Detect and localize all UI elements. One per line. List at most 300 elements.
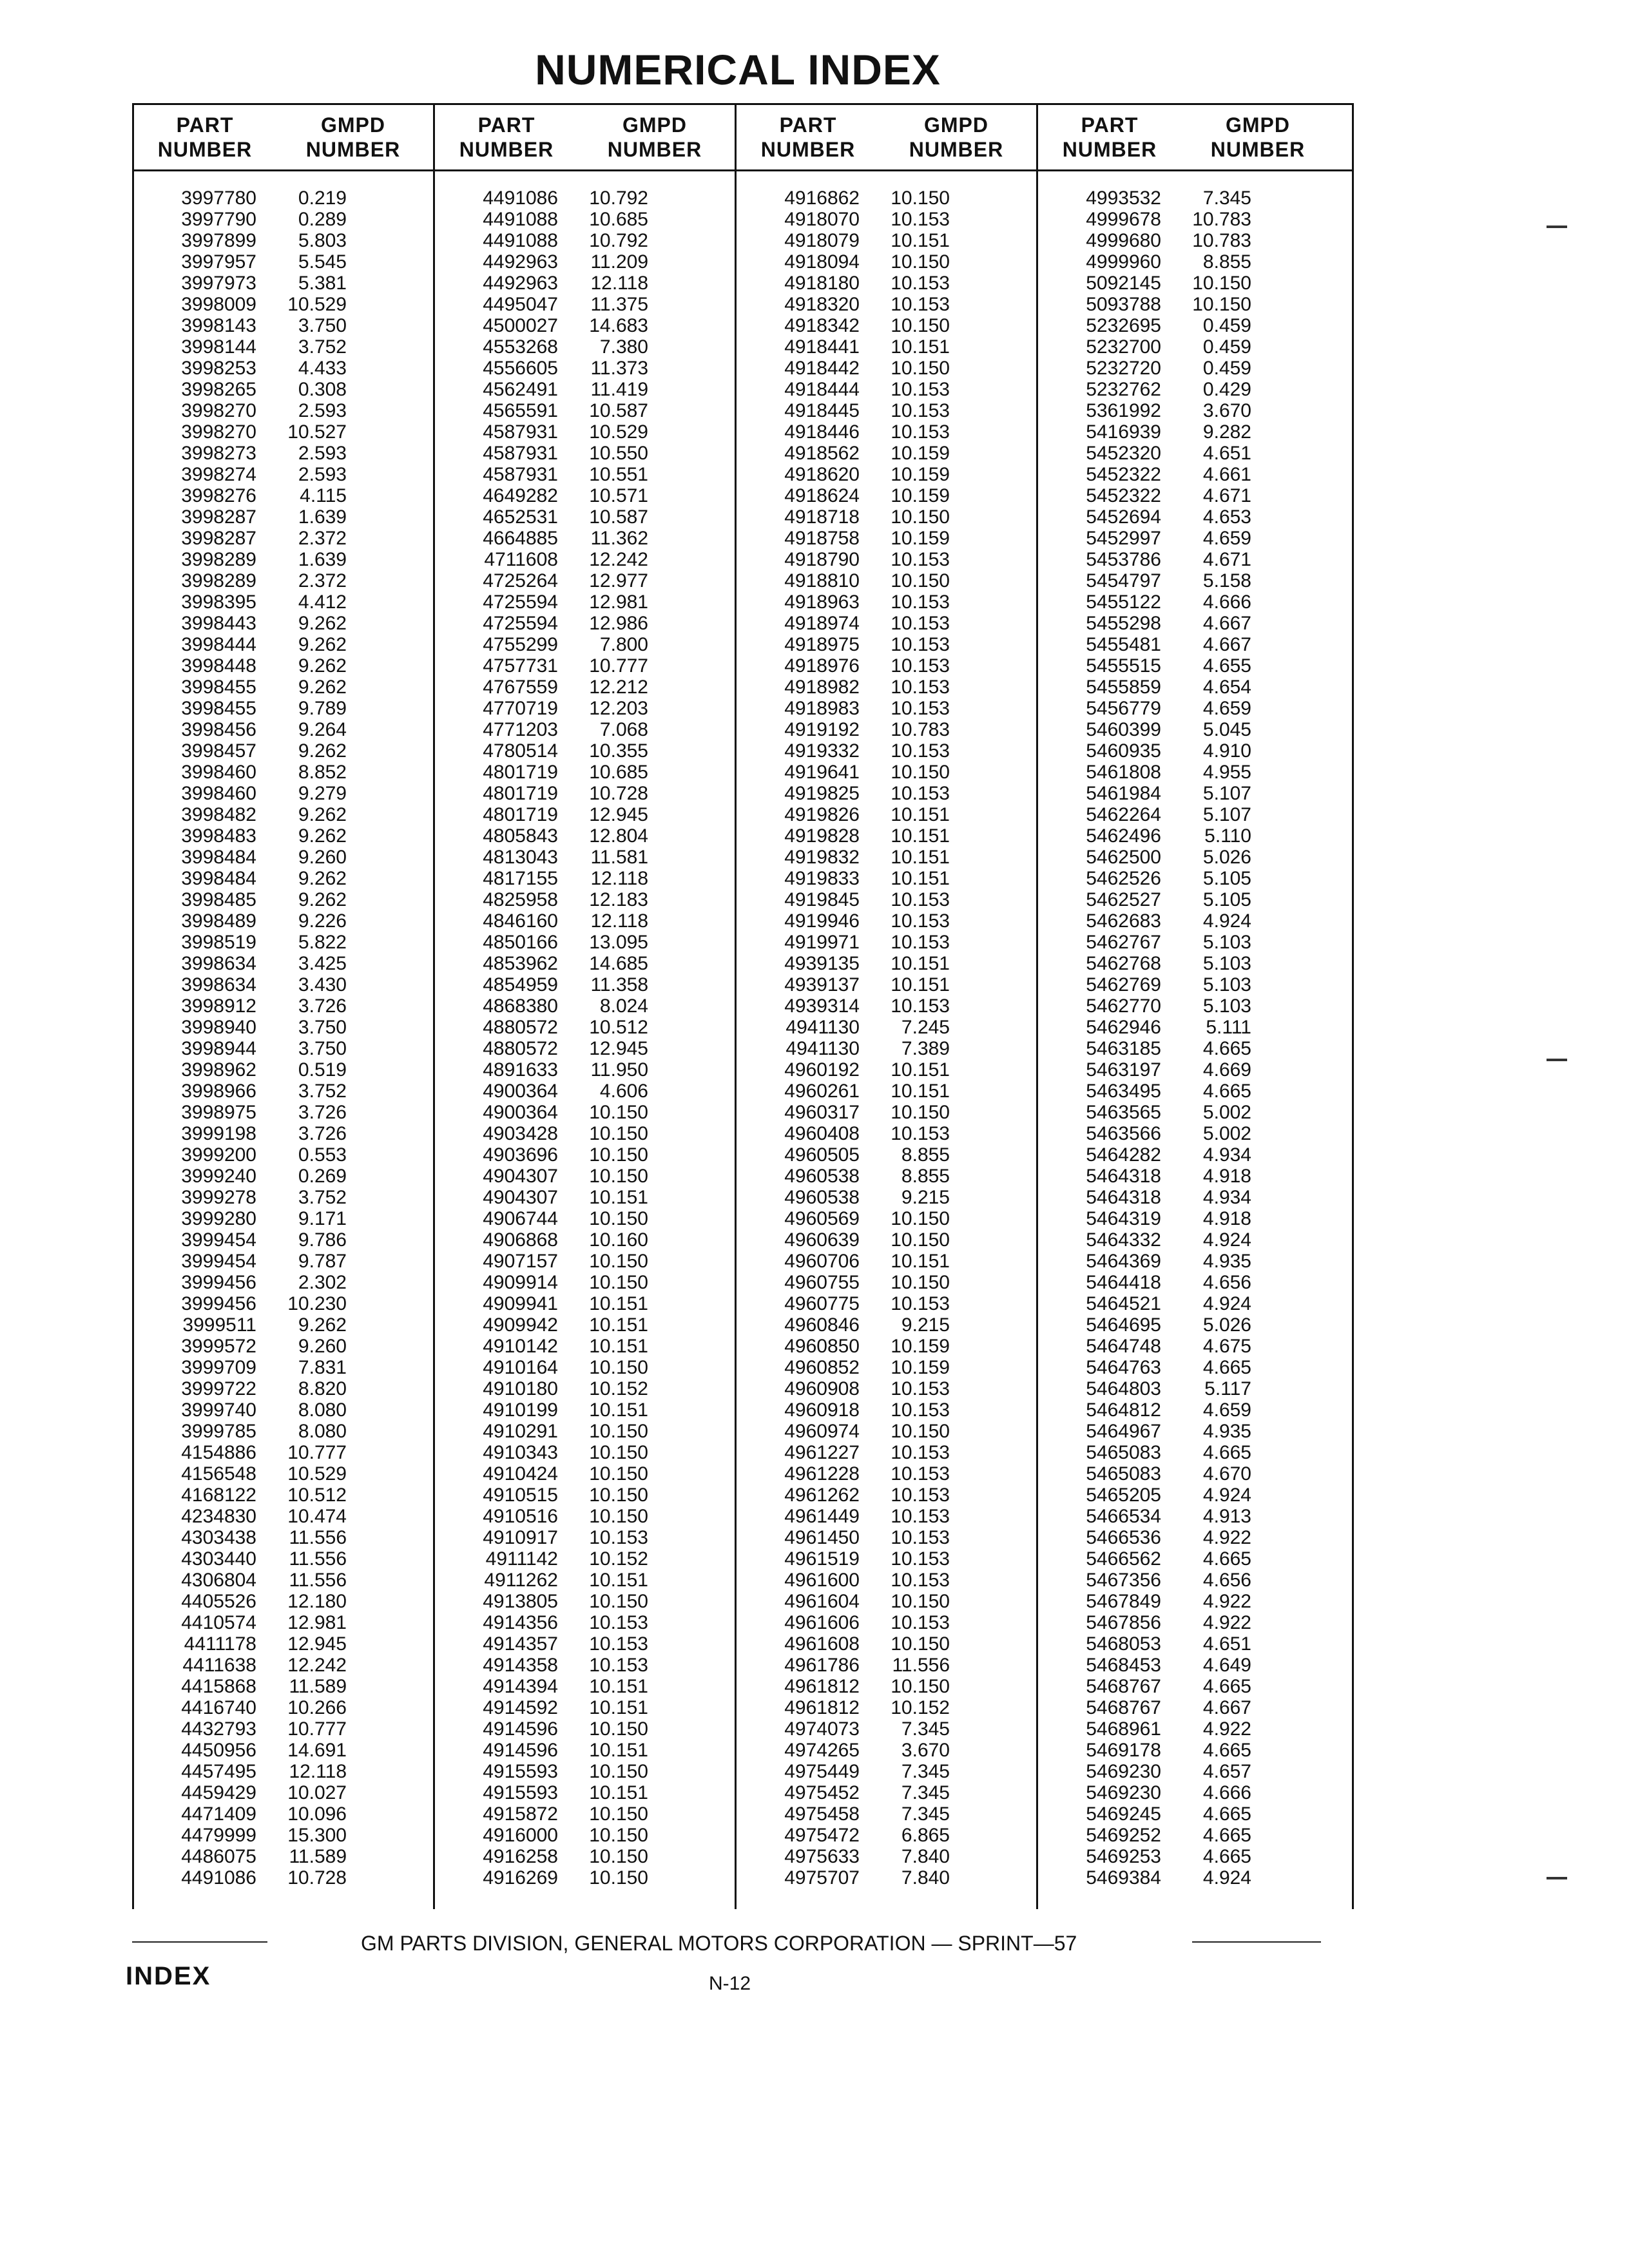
gmpd-number: 11.556 <box>289 1527 347 1548</box>
gmpd-number: 3.726 <box>298 1102 347 1123</box>
table-row <box>436 549 648 570</box>
table-row <box>737 528 950 549</box>
part-number: 4587931 <box>483 464 558 485</box>
part-number: 4918342 <box>784 315 860 336</box>
gmpd-number: 4.655 <box>1202 655 1251 677</box>
gmpd-number: 4.115 <box>300 485 347 506</box>
part-number: 4961450 <box>784 1527 860 1548</box>
table-row <box>436 1272 648 1293</box>
gmpd-number: 10.153 <box>891 1548 950 1570</box>
table-row <box>134 1251 347 1272</box>
gmpd-number: 11.589 <box>289 1676 347 1697</box>
gmpd-number: 10.151 <box>891 1251 950 1272</box>
gmpd-number: 5.111 <box>1206 1017 1251 1038</box>
gmpd-number: 10.150 <box>891 315 950 336</box>
gmpd-number: 11.209 <box>590 251 648 273</box>
table-row <box>436 634 648 655</box>
gmpd-number: 12.945 <box>589 1038 648 1059</box>
table-row <box>134 379 347 400</box>
table-row <box>1039 421 1251 443</box>
gmpd-number: 15.300 <box>287 1825 347 1846</box>
table-row <box>436 506 648 528</box>
part-number: 5462770 <box>1086 995 1161 1017</box>
table-row <box>1039 187 1251 209</box>
table-row <box>134 1357 347 1378</box>
gmpd-number: 10.550 <box>589 443 648 464</box>
part-number: 3998273 <box>181 443 256 464</box>
part-number: 4817155 <box>483 868 558 889</box>
margin-mark <box>1547 1059 1567 1061</box>
gmpd-number: 4.433 <box>298 358 347 379</box>
part-number: 4910515 <box>483 1485 558 1506</box>
part-number: 4910343 <box>483 1442 558 1463</box>
gmpd-number: 3.726 <box>298 1123 347 1144</box>
gmpd-number: 7.345 <box>901 1782 950 1803</box>
gmpd-number: 5.110 <box>1204 825 1251 847</box>
gmpd-number: 4.665 <box>1202 1038 1251 1059</box>
gmpd-number: 9.787 <box>298 1251 347 1272</box>
part-number: 5468767 <box>1086 1697 1161 1718</box>
table-row <box>134 1867 347 1888</box>
part-number: 5455481 <box>1086 634 1161 655</box>
gmpd-number: 4.649 <box>1202 1655 1251 1676</box>
gmpd-number: 10.230 <box>287 1293 347 1314</box>
part-number: 4914394 <box>483 1676 558 1697</box>
part-number: 5464748 <box>1086 1336 1161 1357</box>
table-row <box>737 1825 950 1846</box>
table-row <box>1039 251 1251 273</box>
part-number: 4960755 <box>784 1272 860 1293</box>
table-row <box>134 1846 347 1867</box>
gmpd-number: 10.159 <box>891 1357 950 1378</box>
table-row <box>737 1272 950 1293</box>
table-row <box>1039 634 1251 655</box>
part-number: 4491086 <box>181 1867 256 1888</box>
gmpd-number: 4.913 <box>1202 1506 1251 1527</box>
part-number: 3998443 <box>181 613 256 634</box>
table-row <box>436 1612 648 1633</box>
gmpd-number: 4.667 <box>1202 613 1251 634</box>
gmpd-number: 9.215 <box>901 1187 950 1208</box>
part-number: 5464282 <box>1086 1144 1161 1166</box>
table-row <box>436 570 648 591</box>
table-row <box>1039 336 1251 358</box>
gmpd-number: 10.153 <box>891 273 950 294</box>
part-number: 4907157 <box>483 1251 558 1272</box>
table-row <box>737 1718 950 1740</box>
part-number: 4960569 <box>784 1208 860 1229</box>
gmpd-number: 14.685 <box>589 953 648 974</box>
table-row <box>134 889 347 910</box>
gmpd-number: 4.924 <box>1202 910 1251 932</box>
numerical-index-table <box>132 103 1354 1909</box>
gmpd-number: 10.153 <box>891 698 950 719</box>
table-row <box>737 953 950 974</box>
part-number: 4491088 <box>483 230 558 251</box>
table-row <box>134 400 347 421</box>
gmpd-number: 3.752 <box>298 1081 347 1102</box>
table-row <box>134 1229 347 1251</box>
margin-mark <box>1547 1877 1567 1879</box>
table-row <box>436 889 648 910</box>
table-row <box>134 570 347 591</box>
part-number: 4919832 <box>784 847 860 868</box>
gmpd-number: 10.150 <box>589 1803 648 1825</box>
gmpd-number: 10.587 <box>589 400 648 421</box>
table-row <box>737 1485 950 1506</box>
table-row <box>436 1229 648 1251</box>
gmpd-number: 9.262 <box>298 825 347 847</box>
table-row <box>436 1697 648 1718</box>
table-row <box>134 719 347 740</box>
gmpd-number: 0.459 <box>1202 315 1251 336</box>
part-number: 5465083 <box>1086 1463 1161 1485</box>
index-column <box>737 187 950 1888</box>
table-row <box>134 315 347 336</box>
table-row <box>134 1761 347 1782</box>
table-row <box>436 932 648 953</box>
gmpd-number: 10.150 <box>589 1251 648 1272</box>
margin-mark <box>1547 226 1567 228</box>
column-divider <box>433 105 435 1909</box>
part-number: 4154886 <box>181 1442 256 1463</box>
gmpd-number: 10.153 <box>891 655 950 677</box>
gmpd-number: 10.150 <box>589 1591 648 1612</box>
header-gmpd-number: GMPD NUMBER <box>909 113 1004 161</box>
part-number: 4975633 <box>784 1846 860 1867</box>
gmpd-number: 10.150 <box>589 1442 648 1463</box>
table-row <box>737 1846 950 1867</box>
part-number: 4915593 <box>483 1782 558 1803</box>
part-number: 4918976 <box>784 655 860 677</box>
part-number: 4960261 <box>784 1081 860 1102</box>
gmpd-number: 10.150 <box>891 1421 950 1442</box>
table-row <box>737 336 950 358</box>
table-row <box>436 1166 648 1187</box>
gmpd-number: 10.150 <box>891 1591 950 1612</box>
part-number: 5464332 <box>1086 1229 1161 1251</box>
part-number: 4652531 <box>483 506 558 528</box>
gmpd-number: 10.150 <box>891 1633 950 1655</box>
gmpd-number: 3.425 <box>298 953 347 974</box>
table-row <box>134 995 347 1017</box>
gmpd-number: 10.512 <box>287 1485 347 1506</box>
table-row <box>737 868 950 889</box>
part-number: 3998287 <box>181 506 256 528</box>
gmpd-number: 1.639 <box>298 549 347 570</box>
gmpd-number: 7.345 <box>901 1718 950 1740</box>
table-row <box>436 1548 648 1570</box>
gmpd-number: 4.654 <box>1202 677 1251 698</box>
table-row <box>436 1336 648 1357</box>
table-row <box>436 1485 648 1506</box>
table-row <box>134 1463 347 1485</box>
table-row <box>134 655 347 677</box>
part-number: 3999198 <box>181 1123 256 1144</box>
gmpd-number: 9.262 <box>298 868 347 889</box>
table-row <box>134 1017 347 1038</box>
part-number: 4909941 <box>483 1293 558 1314</box>
table-row <box>737 1378 950 1399</box>
table-row <box>737 1081 950 1102</box>
part-number: 5416939 <box>1086 421 1161 443</box>
table-row <box>1039 1591 1251 1612</box>
gmpd-number: 4.669 <box>1202 1059 1251 1081</box>
table-row <box>1039 379 1251 400</box>
table-row <box>737 549 950 570</box>
table-row <box>134 1272 347 1293</box>
table-row <box>436 187 648 209</box>
part-number: 4725594 <box>483 591 558 613</box>
table-row <box>1039 655 1251 677</box>
gmpd-number: 10.153 <box>891 379 950 400</box>
table-row <box>1039 1548 1251 1570</box>
table-row <box>134 1633 347 1655</box>
part-number: 3998143 <box>181 315 256 336</box>
gmpd-number: 9.260 <box>298 847 347 868</box>
table-row <box>737 932 950 953</box>
table-row <box>737 1655 950 1676</box>
part-number: 3998962 <box>181 1059 256 1081</box>
part-number: 4914596 <box>483 1740 558 1761</box>
gmpd-number: 5.381 <box>298 273 347 294</box>
part-number: 5469253 <box>1086 1846 1161 1867</box>
part-number: 4891633 <box>483 1059 558 1081</box>
table-row <box>134 1144 347 1166</box>
part-number: 4960850 <box>784 1336 860 1357</box>
gmpd-number: 0.553 <box>298 1144 347 1166</box>
part-number: 4411638 <box>182 1655 256 1676</box>
table-row <box>1039 1825 1251 1846</box>
gmpd-number: 9.260 <box>298 1336 347 1357</box>
part-number: 4306804 <box>181 1570 256 1591</box>
part-number: 5469230 <box>1086 1782 1161 1803</box>
gmpd-number: 10.150 <box>589 1825 648 1846</box>
gmpd-number: 11.950 <box>590 1059 648 1081</box>
table-row <box>1039 1187 1251 1208</box>
gmpd-number: 10.150 <box>589 1485 648 1506</box>
part-number: 3998460 <box>181 783 256 804</box>
part-number: 3998287 <box>181 528 256 549</box>
gmpd-number: 4.665 <box>1202 1825 1251 1846</box>
gmpd-number: 4.935 <box>1202 1421 1251 1442</box>
gmpd-number: 5.107 <box>1202 804 1251 825</box>
table-row <box>436 1378 648 1399</box>
table-row <box>1039 1718 1251 1740</box>
table-row <box>737 1144 950 1166</box>
gmpd-number: 10.150 <box>891 1208 950 1229</box>
part-number: 5462683 <box>1086 910 1161 932</box>
gmpd-number: 9.262 <box>298 613 347 634</box>
table-row <box>737 1017 950 1038</box>
table-row <box>737 1166 950 1187</box>
part-number: 4410574 <box>181 1612 256 1633</box>
gmpd-number: 10.150 <box>589 1718 648 1740</box>
table-row <box>1039 485 1251 506</box>
table-row <box>1039 1485 1251 1506</box>
table-row <box>436 1399 648 1421</box>
table-row <box>737 1782 950 1803</box>
gmpd-number: 10.153 <box>589 1612 648 1633</box>
gmpd-number: 4.657 <box>1202 1761 1251 1782</box>
gmpd-number: 1.639 <box>298 506 347 528</box>
table-row <box>134 1655 347 1676</box>
table-row <box>436 1782 648 1803</box>
part-number: 4234830 <box>181 1506 256 1527</box>
gmpd-number: 10.150 <box>589 1867 648 1888</box>
part-number: 3998289 <box>181 549 256 570</box>
gmpd-number: 9.282 <box>1202 421 1251 443</box>
gmpd-number: 4.665 <box>1202 1676 1251 1697</box>
part-number: 4961227 <box>784 1442 860 1463</box>
gmpd-number: 10.150 <box>891 506 950 528</box>
table-row <box>134 677 347 698</box>
gmpd-number: 11.581 <box>590 847 648 868</box>
gmpd-number: 4.924 <box>1202 1485 1251 1506</box>
table-row <box>1039 1527 1251 1548</box>
part-number: 3997790 <box>181 209 256 230</box>
part-number: 3997973 <box>181 273 256 294</box>
table-row <box>436 1527 648 1548</box>
part-number: 4919845 <box>784 889 860 910</box>
gmpd-number: 4.665 <box>1202 1357 1251 1378</box>
gmpd-number: 5.002 <box>1202 1102 1251 1123</box>
table-row <box>1039 783 1251 804</box>
table-row <box>134 1102 347 1123</box>
gmpd-number: 14.683 <box>589 315 648 336</box>
table-row <box>1039 1867 1251 1888</box>
table-row <box>436 1676 648 1697</box>
table-row <box>436 1081 648 1102</box>
gmpd-number: 4.922 <box>1202 1718 1251 1740</box>
table-row <box>134 421 347 443</box>
gmpd-number: 10.150 <box>891 762 950 783</box>
gmpd-number: 10.527 <box>287 421 347 443</box>
table-row <box>1039 1655 1251 1676</box>
table-row <box>436 655 648 677</box>
table-row <box>436 1059 648 1081</box>
gmpd-number: 4.665 <box>1202 1442 1251 1463</box>
part-number: 4960538 <box>784 1187 860 1208</box>
part-number: 5452322 <box>1086 485 1161 506</box>
part-number: 5462768 <box>1086 953 1161 974</box>
footer-rule-left <box>132 1941 267 1943</box>
table-row <box>1039 953 1251 974</box>
part-number: 5455298 <box>1086 613 1161 634</box>
part-number: 5464695 <box>1086 1314 1161 1336</box>
table-row <box>134 698 347 719</box>
gmpd-number: 10.153 <box>891 421 950 443</box>
part-number: 3998253 <box>181 358 256 379</box>
part-number: 4975452 <box>784 1782 860 1803</box>
table-row <box>436 464 648 485</box>
table-row <box>737 464 950 485</box>
part-number: 3998975 <box>181 1102 256 1123</box>
table-row <box>134 1591 347 1612</box>
table-row <box>436 868 648 889</box>
part-number: 4961519 <box>784 1548 860 1570</box>
part-number: 5468453 <box>1086 1655 1161 1676</box>
part-number: 4556605 <box>483 358 558 379</box>
gmpd-number: 5.803 <box>298 230 347 251</box>
table-row <box>436 974 648 995</box>
table-row <box>134 1570 347 1591</box>
table-row <box>737 443 950 464</box>
header-part-number: PART NUMBER <box>459 113 554 161</box>
gmpd-number: 9.786 <box>298 1229 347 1251</box>
gmpd-number: 4.671 <box>1202 549 1251 570</box>
gmpd-number: 10.151 <box>589 1187 648 1208</box>
gmpd-number: 10.150 <box>589 1208 648 1229</box>
gmpd-number: 10.151 <box>891 868 950 889</box>
table-row <box>1039 910 1251 932</box>
gmpd-number: 10.792 <box>589 187 648 209</box>
part-number: 4801719 <box>483 762 558 783</box>
table-row <box>1039 1399 1251 1421</box>
table-row <box>737 485 950 506</box>
gmpd-number: 10.151 <box>891 825 950 847</box>
gmpd-number: 11.373 <box>590 358 648 379</box>
table-row <box>134 1527 347 1548</box>
gmpd-number: 10.150 <box>589 1761 648 1782</box>
part-number: 4495047 <box>483 294 558 315</box>
part-number: 4960192 <box>784 1059 860 1081</box>
table-row <box>1039 209 1251 230</box>
table-row <box>1039 1463 1251 1485</box>
table-row <box>737 1633 950 1655</box>
part-number: 4459429 <box>181 1782 256 1803</box>
table-row <box>737 740 950 762</box>
gmpd-number: 10.153 <box>891 400 950 421</box>
gmpd-number: 10.153 <box>589 1633 648 1655</box>
index-column <box>134 187 347 1888</box>
part-number: 4755299 <box>483 634 558 655</box>
part-number: 5455122 <box>1086 591 1161 613</box>
part-number: 4471409 <box>181 1803 256 1825</box>
table-row <box>134 528 347 549</box>
part-number: 4492963 <box>483 251 558 273</box>
part-number: 4725264 <box>483 570 558 591</box>
table-row <box>1039 825 1251 847</box>
part-number: 5460399 <box>1086 719 1161 740</box>
part-number: 4903696 <box>483 1144 558 1166</box>
gmpd-number: 12.986 <box>589 613 648 634</box>
table-row <box>1039 740 1251 762</box>
part-number: 5462496 <box>1086 825 1161 847</box>
part-number: 4904307 <box>483 1166 558 1187</box>
part-number: 4711608 <box>484 549 558 570</box>
gmpd-number: 9.171 <box>298 1208 347 1229</box>
table-row <box>134 443 347 464</box>
table-row <box>737 762 950 783</box>
table-row <box>436 1251 648 1272</box>
table-row <box>436 443 648 464</box>
table-row <box>1039 1017 1251 1038</box>
table-row <box>134 1208 347 1229</box>
gmpd-number: 10.151 <box>891 230 950 251</box>
part-number: 4850166 <box>483 932 558 953</box>
part-number: 3999511 <box>182 1314 256 1336</box>
table-row <box>1039 591 1251 613</box>
part-number: 4565591 <box>483 400 558 421</box>
table-row <box>134 1081 347 1102</box>
header-gmpd-number: GMPD NUMBER <box>1210 113 1306 161</box>
table-row <box>737 613 950 634</box>
table-row <box>737 1697 950 1718</box>
gmpd-number: 10.150 <box>589 1123 648 1144</box>
gmpd-number: 10.355 <box>589 740 648 762</box>
table-row <box>134 549 347 570</box>
